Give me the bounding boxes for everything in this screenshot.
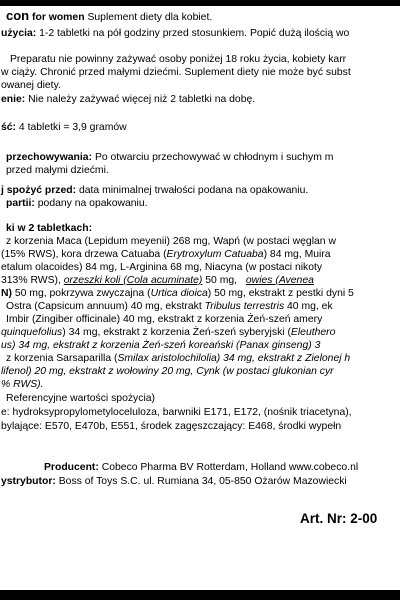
net-content-text: 4 tabletki = 3,9 gramów <box>18 122 127 133</box>
ingredients-text: N) <box>1 288 12 299</box>
ingredients-line-2 <box>1 249 331 262</box>
article-number: Art. Nr: 2-00 <box>300 511 378 526</box>
brand-name: con <box>6 10 30 23</box>
top-border <box>0 0 400 6</box>
producer-label: Producent: <box>44 462 99 473</box>
bottom-border <box>0 590 400 600</box>
ingredients-line-11: lifenol) 20 mg, ekstrakt z wołowiny 20 mg, Cynk (w postaci glukonian cyr <box>1 366 334 377</box>
producer-line <box>44 462 358 475</box>
ingredients-line-3: etalum olacoides) 84 mg, L-Arginina 68 mg, Niacyna (w postaci nikoty <box>1 262 323 273</box>
ingredients-line-7: Imbir (Zingiber officinale) 40 mg, ekstrakt z korzenia Żeń-szeń amery <box>6 314 323 325</box>
ingredients-line-6 <box>6 301 333 314</box>
header-line <box>6 10 212 25</box>
dose-text: Nie należy zażywać więcej niż 2 tabletki na dobę. <box>28 94 256 105</box>
ingredients-line-1: z korzenia Maca (Lepidum meyenii) 268 mg, Wapń (w postaci węglan w <box>6 236 336 247</box>
ingredients-text: Ostra (Capsicum annuum) 40 mg, ekstrakt <box>6 301 202 312</box>
ingredients-line-4 <box>1 275 314 288</box>
best-before-text: data minimalnej trwałości podana na opakowaniu. <box>78 185 309 196</box>
usage-text: 1-2 tabletki na pół godziny przed stosunkiem. Popić dużą ilością wo <box>39 28 350 39</box>
warning-line-1: Preparatu nie powinny zażywać osoby poniżej 18 roku życia, kobiety karr <box>10 54 347 65</box>
usage-label: użycia: <box>1 28 37 39</box>
ingredients-text: z korzenia Sarsaparilla ( <box>6 353 118 364</box>
dose-line <box>1 94 255 107</box>
ingredients-latin: quinquefolius <box>1 327 63 338</box>
ingredients-text: 313% RWS), <box>1 275 61 286</box>
producer-text: Cobeco Pharma BV Rotterdam, Holland www.cobeco.nl <box>101 462 359 473</box>
brand-subtitle: for women <box>32 12 85 23</box>
batch-label: partii: <box>6 198 35 209</box>
label-content <box>0 10 400 590</box>
ingredients-text: ) 50 mg, ekstrakt z pestki dyni 5 <box>207 288 354 299</box>
ingredients-text: 50 mg, <box>205 275 238 286</box>
product-description: Suplement diety dla kobiet. <box>87 12 213 23</box>
ingredients-latin: orzeszki koli (Cola acuminate) <box>63 275 203 286</box>
ingredients-text: 50 mg, pokrzywa zwyczajna ( <box>14 288 151 299</box>
ingredients-line-14: e: hydroksypropylometyloceluloza, barwniki E171, E172, (nośnik triacetyna), <box>1 407 352 418</box>
storage-text: Po otwarciu przechowywać w chłodnym i suchym m <box>94 152 334 163</box>
storage-label: przechowywania: <box>6 152 93 163</box>
ingredients-line-10 <box>6 353 350 366</box>
ingredients-latin: Erytroxylum Catuaba <box>166 249 264 260</box>
best-before-label: j spożyć przed: <box>1 185 77 196</box>
ingredients-line-8 <box>1 327 335 340</box>
warning-line-2: w ciąży. Chronić przed małymi dziećmi. Suplement diety nie może być subst <box>1 67 351 78</box>
ingredients-line-12: % RWS). <box>1 379 44 390</box>
ingredients-title: ki w 2 tabletkach: <box>6 223 93 234</box>
storage-line-2: przed małymi dziećmi. <box>6 165 109 176</box>
best-before-line <box>1 185 308 198</box>
ingredients-latin: Eleuthero <box>290 327 336 338</box>
dose-label: enie: <box>1 94 26 105</box>
net-content-line <box>1 122 127 135</box>
ingredients-text: 40 mg, ek <box>287 301 333 312</box>
net-content-label: ść: <box>1 122 17 133</box>
batch-text: podany na opakowaniu. <box>37 198 148 209</box>
ingredients-latin: Tribulus terrestris <box>204 301 285 312</box>
ingredients-latin: owies (Avenea <box>245 275 314 286</box>
usage-line <box>1 28 349 41</box>
batch-line <box>6 198 148 211</box>
ingredients-latin: Smilax aristolochilolia <box>117 353 217 364</box>
ingredients-line-5 <box>1 288 354 301</box>
distributor-line <box>1 476 347 489</box>
storage-line-1 <box>6 152 333 165</box>
ingredients-line-9: us) 34 mg, ekstrakt z korzenia Żeń-szeń koreański (Panax ginseng) 3 <box>1 340 321 351</box>
ingredients-text: (15% RWS), kora drzewa Catuaba ( <box>1 249 167 260</box>
distributor-text: Boss of Toys S.C. ul. Rumiana 34, 05-850 Ożarów Mazowiecki <box>58 476 347 487</box>
ingredients-text: ) 84 mg, Muira <box>263 249 331 260</box>
ingredients-text: ) 34 mg, ekstrakt z Zielonej h <box>216 353 351 364</box>
ingredients-line-15: bylające: E570, E470b, E551, środek zagęszczający: E468, środki wypełn <box>1 421 342 432</box>
ingredients-latin: Urtica dioica <box>150 288 208 299</box>
warning-line-3: owanej diety. <box>1 80 61 91</box>
reference-intake-note: Referencyjne wartości spożycia) <box>6 393 155 404</box>
ingredients-text: ) 34 mg, ekstrakt z korzenia Żeń-szeń syberyjski ( <box>62 327 291 338</box>
distributor-label: ystrybutor: <box>1 476 56 487</box>
